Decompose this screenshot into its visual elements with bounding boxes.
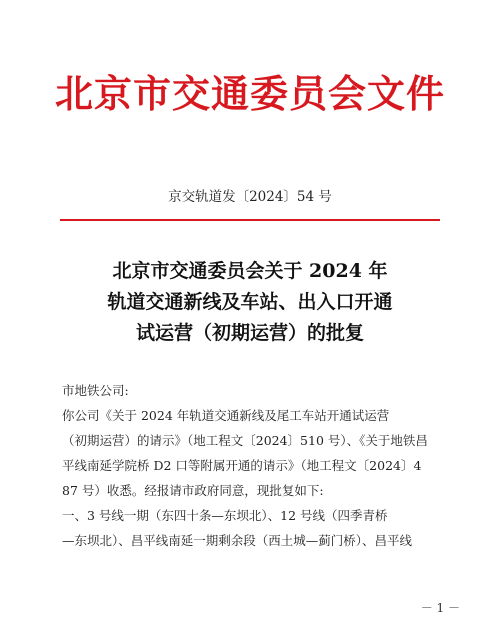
title-line: 试运营（初期运营）的批复 bbox=[135, 322, 364, 344]
red-divider-line bbox=[60, 219, 440, 221]
body-line: 87 号）收悉。经报请市政府同意，现批复如下: bbox=[62, 483, 324, 498]
title-line: 轨道交通新线及车站、出入口开通 bbox=[107, 291, 393, 313]
document-masthead: 北京市交通委员会文件 bbox=[54, 71, 445, 116]
body-line: 你公司《关于 2024 年轨道交通新线及尾工车站开通试运营 bbox=[62, 408, 390, 423]
body-line: 平线南延学院桥 D2 口等附属开通的请示》（地工程文〔2024〕4 bbox=[62, 458, 422, 473]
body-line: （初期运营）的请示》（地工程文〔2024〕510 号）、《关于地铁昌 bbox=[62, 433, 428, 448]
body-line: 一、3 号线一期（东四十条—东坝北）、12 号线（四季青桥 bbox=[62, 508, 388, 523]
title-line: 北京市交通委员会关于 2024 年 bbox=[112, 260, 388, 282]
page-number: － 1 － bbox=[420, 601, 460, 615]
body-line: —东坝北）、昌平线南延一期剩余段（西土城—蓟门桥）、昌平线 bbox=[62, 533, 413, 548]
document-title bbox=[0, 256, 500, 349]
document-number: 京交轨道发〔2024〕54 号 bbox=[168, 189, 332, 205]
addressee-line: 市地铁公司: bbox=[62, 383, 129, 398]
